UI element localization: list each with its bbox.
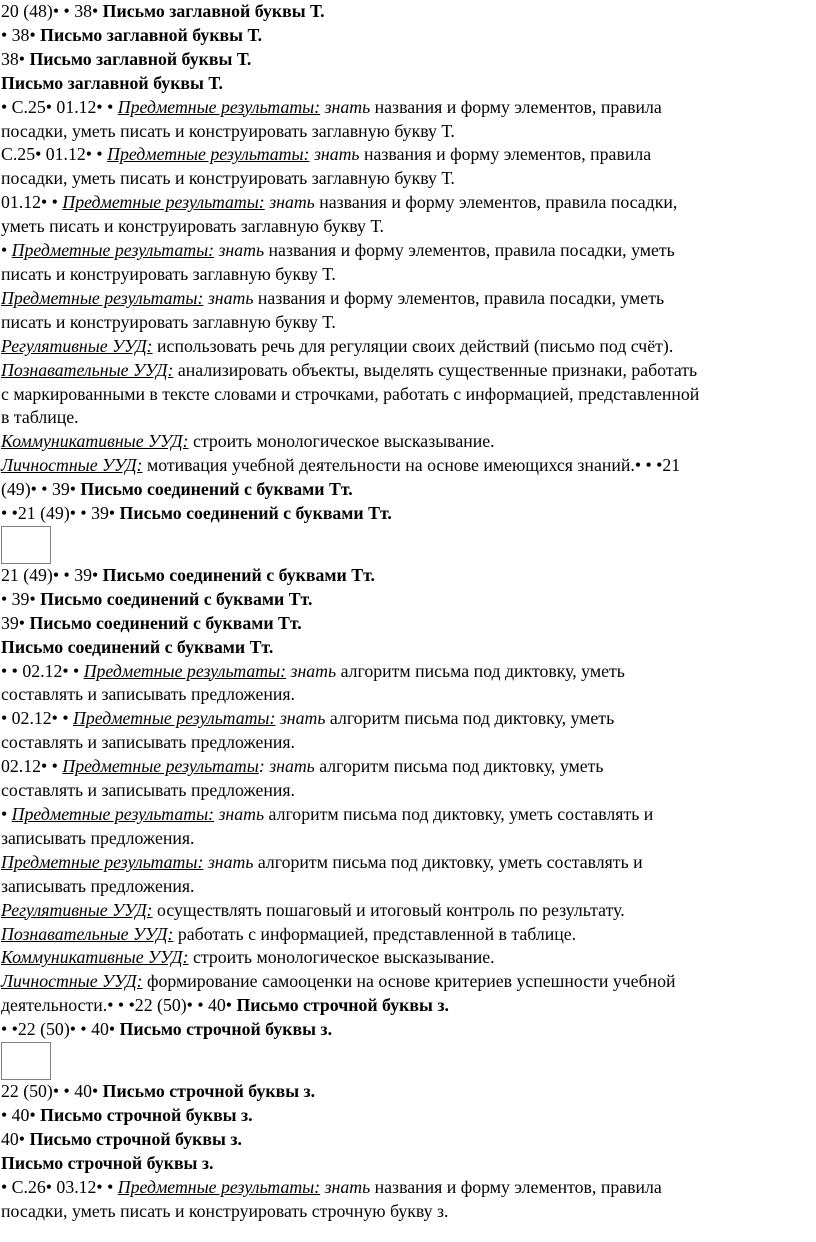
text-segment: работать с информацией, представленной в таблице. — [173, 923, 577, 944]
text-line — [1, 1152, 813, 1176]
text-segment: использовать речь для регуляции своих действий (письмо под счёт). — [152, 335, 674, 356]
text-segment: Письмо соединений с буквами Тт. — [40, 588, 313, 609]
text-segment: названия и форму элементов, правила посадки, уметь — [253, 287, 665, 308]
text-segment: Письмо строчной буквы з. — [236, 995, 449, 1016]
text-segment: названия и форму элементов, правила — [370, 96, 662, 117]
text-line — [1, 239, 813, 263]
text-segment: Письмо заглавной буквы Т. — [29, 48, 252, 69]
text-line — [1, 588, 813, 612]
text-segment: Письмо соединений с буквами Тт. — [102, 564, 375, 585]
text-segment: Письмо заглавной буквы Т. — [102, 1, 325, 21]
text-line — [1, 1104, 813, 1128]
text-segment: • •22 (50)• • 40• — [1, 1019, 120, 1040]
text-segment: Предметные результаты: — [73, 708, 276, 729]
text-segment: Письмо строчной буквы з. — [29, 1128, 242, 1149]
text-segment: посадки, уметь писать и конструировать строчную букву з. — [1, 1200, 449, 1221]
text-segment: уметь писать и конструировать заглавную букву Т. — [1, 216, 384, 237]
text-segment: знать — [313, 144, 360, 165]
text-segment: Познавательные УУД: — [1, 359, 174, 380]
text-segment: 01.12• • — [1, 192, 63, 213]
text-line — [1, 803, 813, 827]
text-line — [1, 755, 813, 779]
text-segment: Предметные результаты: — [11, 240, 215, 261]
text-line — [1, 899, 813, 923]
text-segment: осуществлять пошаговый и итоговый контроль по результату. — [152, 899, 625, 920]
text-segment: Письмо соединений с буквами Тт. — [119, 503, 392, 524]
text-line — [1, 564, 813, 588]
text-line — [1, 923, 813, 947]
text-segment: посадки, уметь писать и конструировать заглавную букву Т. — [1, 120, 455, 141]
text-segment: Письмо соединений с буквами Тт. — [80, 479, 353, 500]
text-segment: знать — [218, 804, 265, 824]
text-segment: Письмо соединений с буквами Тт. — [29, 612, 302, 633]
text-segment: 40• — [1, 1128, 30, 1149]
text-line — [1, 612, 813, 636]
text-segment: Предметные результаты: — [117, 96, 321, 117]
text-line — [1, 1200, 813, 1224]
text-segment: Письмо строчной буквы з. — [40, 1104, 253, 1125]
text-segment: • 38• — [1, 24, 41, 45]
text-segment: анализировать объекты, выделять существенные признаки, работать — [173, 359, 698, 380]
text-segment: • 02.12• • — [1, 708, 74, 729]
text-line — [1, 406, 813, 430]
text-segment: названия и форму элементов, правила посадки, уметь — [264, 240, 675, 261]
text-segment: знать — [269, 756, 315, 777]
empty-table-cell — [1, 1042, 51, 1080]
text-line — [1, 636, 813, 660]
text-segment: • С.25• 01.12• • — [1, 96, 118, 117]
text-segment: знать — [279, 708, 326, 729]
text-segment: алгоритм письма под диктовку, уметь — [336, 660, 625, 681]
text-line — [1, 779, 813, 803]
text-segment: записывать предложения. — [1, 827, 195, 848]
text-segment: Предметные результаты — [62, 756, 259, 777]
text-segment: С.25• 01.12• • — [1, 144, 108, 165]
text-segment: • •21 (49)• • 39• — [1, 503, 120, 524]
text-segment: 20 (48)• • 38• — [1, 1, 103, 21]
text-line — [1, 994, 813, 1018]
text-segment: Письмо строчной буквы з. — [119, 1019, 333, 1040]
text-segment: Предметные результаты: — [11, 804, 215, 824]
text-segment: знать — [324, 1176, 371, 1197]
text-segment: Письмо строчной буквы з. — [1, 1152, 214, 1173]
text-line — [1, 946, 813, 970]
text-segment: составлять и записывать предложения. — [1, 780, 295, 801]
text-segment: знать — [269, 192, 315, 213]
text-segment: : — [258, 756, 265, 777]
text-segment: строить монологическое высказывание. — [188, 947, 495, 968]
text-line — [1, 263, 813, 287]
text-line — [1, 683, 813, 707]
text-line — [1, 827, 813, 851]
text-segment: Познавательные УУД: — [1, 923, 174, 944]
text-segment: составлять и записывать предложения. — [1, 684, 295, 705]
text-line — [1, 875, 813, 899]
text-segment: Письмо соединений с буквами Тт. — [1, 636, 274, 657]
text-line — [1, 970, 813, 994]
text-segment: Письмо строчной буквы з. — [102, 1081, 316, 1102]
text-line — [1, 215, 813, 239]
empty-table-cell — [1, 526, 51, 564]
text-segment: Коммуникативные УУД: — [1, 431, 189, 452]
text-segment: знать — [324, 96, 371, 117]
text-segment: знать — [218, 240, 265, 261]
text-segment: писать и конструировать заглавную букву Т. — [1, 311, 336, 332]
text-segment: • 40• — [1, 1104, 41, 1125]
text-line — [1, 120, 813, 144]
text-segment: формирование самооценки на основе критериев успешности учебной — [142, 971, 676, 992]
text-line — [1, 1018, 813, 1042]
text-line — [1, 731, 813, 755]
text-segment: • • 02.12• • — [1, 660, 84, 681]
text-segment: Личностные УУД: — [1, 455, 143, 476]
text-line — [1, 1128, 813, 1152]
text-segment: Предметные результаты: — [107, 144, 310, 165]
text-line — [1, 72, 813, 96]
text-segment: Личностные УУД: — [1, 971, 143, 992]
text-line — [1, 359, 813, 383]
text-line — [1, 660, 813, 684]
text-segment: 02.12• • — [1, 756, 63, 777]
text-segment: алгоритм письма под диктовку, уметь составлять и — [253, 851, 643, 872]
text-segment: названия и форму элементов, правила — [359, 144, 652, 165]
text-line — [1, 0, 813, 24]
text-segment: • 39• — [1, 588, 41, 609]
text-segment: названия и форму элементов, правила — [370, 1176, 662, 1197]
text-segment: знать — [290, 660, 337, 681]
text-segment: Предметные результаты: — [1, 287, 204, 308]
text-segment: Регулятивные УУД: — [1, 335, 153, 356]
text-segment: Предметные результаты: — [117, 1176, 321, 1197]
text-segment: строить монологическое высказывание. — [188, 431, 495, 452]
text-segment: писать и конструировать заглавную букву Т. — [1, 263, 336, 284]
text-line — [1, 143, 813, 167]
text-line — [1, 24, 813, 48]
text-segment: посадки, уметь писать и конструировать заглавную букву Т. — [1, 168, 455, 189]
text-segment: • С.26• 03.12• • — [1, 1176, 118, 1197]
text-segment: записывать предложения. — [1, 875, 195, 896]
text-segment: алгоритм письма под диктовку, уметь — [314, 756, 604, 777]
text-line — [1, 48, 813, 72]
text-line — [1, 311, 813, 335]
text-segment: с маркированными в тексте словами и строчками, работать с информацией, представленной — [1, 383, 700, 404]
text-segment: названия и форму элементов, правила посадки, — [314, 192, 678, 213]
text-segment: • — [1, 240, 12, 261]
text-segment: Предметные результаты: — [62, 192, 265, 213]
text-segment: • — [1, 804, 12, 824]
text-segment: Письмо заглавной буквы Т. — [40, 24, 263, 45]
text-segment: знать — [207, 851, 254, 872]
text-line — [1, 430, 813, 454]
text-line — [1, 502, 813, 526]
text-segment: в таблице. — [1, 407, 79, 428]
text-line — [1, 167, 813, 191]
text-segment: Регулятивные УУД: — [1, 899, 153, 920]
text-line — [1, 96, 813, 120]
text-segment: 39• — [1, 612, 30, 633]
text-segment: деятельности.• • •22 (50)• • 40• — [1, 995, 237, 1016]
text-line — [1, 191, 813, 215]
text-line — [1, 454, 813, 478]
text-line — [1, 1176, 813, 1200]
text-segment: составлять и записывать предложения. — [1, 732, 295, 753]
text-segment: (49)• • 39• — [1, 479, 81, 500]
text-line — [1, 707, 813, 731]
text-segment: знать — [207, 287, 254, 308]
text-segment: мотивация учебной деятельности на основе имеющихся знаний.• • •21 — [142, 455, 681, 476]
text-segment: Коммуникативные УУД: — [1, 947, 189, 968]
text-segment: Предметные результаты: — [83, 660, 287, 681]
text-segment: 21 (49)• • 39• — [1, 564, 103, 585]
text-line — [1, 383, 813, 407]
text-line — [1, 287, 813, 311]
text-line — [1, 335, 813, 359]
text-segment: 22 (50)• • 40• — [1, 1081, 103, 1102]
text-line — [1, 478, 813, 502]
text-segment: 38• — [1, 48, 30, 69]
text-segment: алгоритм письма под диктовку, уметь — [325, 708, 615, 729]
text-segment: алгоритм письма под диктовку, уметь составлять и — [264, 804, 654, 824]
text-line — [1, 851, 813, 875]
text-segment: Предметные результаты: — [1, 851, 204, 872]
text-line — [1, 1080, 813, 1104]
text-segment: Письмо заглавной буквы Т. — [1, 72, 223, 93]
